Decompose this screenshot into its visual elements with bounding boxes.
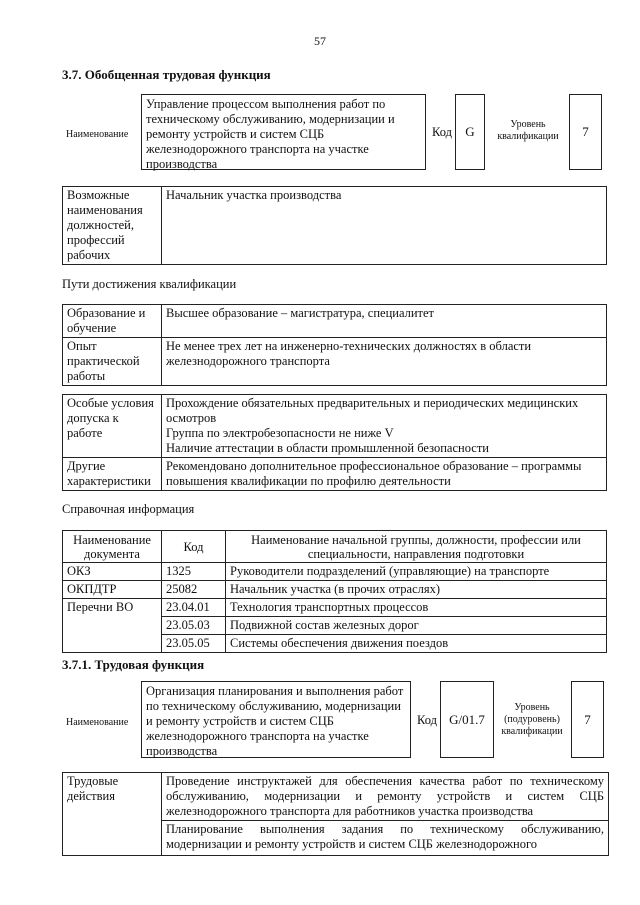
table-row (63, 581, 607, 599)
ref-code: 1325 (162, 563, 226, 581)
ref-code: 23.05.05 (162, 635, 226, 653)
function-level-value: 7 (571, 681, 604, 758)
section-code-value: G (455, 94, 485, 170)
function-name-value: Организация планирования и выполнения работ по техническому обслуживанию, модернизации и ремонту устройств и систем СЦБ железнодорожного транспорта на участке производства (141, 681, 411, 758)
actions-table (62, 772, 609, 856)
table-row (63, 458, 607, 491)
admission-label: Особые условия допуска к работе (63, 395, 162, 458)
ref-header-name: Наименование начальной группы, должности, профессии или специальности, направления подготовки (226, 531, 607, 563)
ref-name: Руководители подразделений (управляющие) на транспорте (226, 563, 607, 581)
ref-doc: ОКЗ (63, 563, 162, 581)
experience-label: Опыт практической работы (63, 338, 162, 386)
function-name-label: Наименование (66, 717, 129, 728)
section-level-value: 7 (569, 94, 602, 170)
experience-value: Не менее трех лет на инженерно-технических должностях в области железнодорожного транспорта (162, 338, 607, 386)
action-item: Проведение инструктажей для обеспечения качества работ по техническому обслуживанию, модернизации и ремонту устройств и систем СЦБ железнодорожного транспорта для работников участка производства (162, 773, 609, 821)
table-row (63, 395, 607, 458)
page-number: 57 (314, 34, 326, 48)
function-title: 3.7.1. Трудовая функция (62, 657, 205, 672)
ref-doc: ОКПДТР (63, 581, 162, 599)
table-row (63, 599, 607, 617)
positions-table (62, 186, 607, 265)
section-name-value: Управление процессом выполнения работ по техническому обслуживанию, модернизации и ремонту устройств и систем СЦБ железнодорожного транспорта на участке производства (141, 94, 426, 170)
positions-label: Возможные наименования должностей, профессий рабочих (63, 187, 162, 265)
reference-table (62, 530, 607, 653)
table-row (63, 773, 609, 821)
section-level-label: Уровень квалификации (497, 119, 559, 142)
education-label: Образование и обучение (63, 305, 162, 338)
paths-table (62, 304, 607, 386)
other-value: Рекомендовано дополнительное профессиональное образование – программы повышения квалификации по профилю деятельности (162, 458, 607, 491)
ref-code: 25082 (162, 581, 226, 599)
function-code-value: G/01.7 (440, 681, 494, 758)
section-name-label: Наименование (66, 129, 129, 140)
section-title: 3.7. Обобщенная трудовая функция (62, 67, 271, 82)
ref-header-code: Код (162, 531, 226, 563)
paths-heading: Пути достижения квалификации (62, 277, 237, 291)
positions-value: Начальник участка производства (162, 187, 607, 265)
table-row (63, 338, 607, 386)
ref-header-doc: Наименование документа (63, 531, 162, 563)
function-level-label: Уровень (подуровень) квалификации (501, 702, 563, 737)
education-value: Высшее образование – магистратура, специалитет (162, 305, 607, 338)
ref-name: Технология транспортных процессов (226, 599, 607, 617)
ref-code: 23.05.03 (162, 617, 226, 635)
table-row (63, 305, 607, 338)
section-code-label: Код (432, 125, 452, 139)
table-row (63, 563, 607, 581)
other-label: Другие характеристики (63, 458, 162, 491)
special-table (62, 394, 607, 491)
ref-doc: Перечни ВО (63, 599, 162, 653)
ref-name: Системы обеспечения движения поездов (226, 635, 607, 653)
actions-label: Трудовые действия (63, 773, 162, 856)
reference-heading: Справочная информация (62, 502, 195, 516)
ref-name: Начальник участка (в прочих отраслях) (226, 581, 607, 599)
action-item: Планирование выполнения задания по техническому обслуживанию, модернизации и ремонту устройств и систем СЦБ железнодорожного (162, 821, 609, 856)
ref-code: 23.04.01 (162, 599, 226, 617)
ref-name: Подвижной состав железных дорог (226, 617, 607, 635)
admission-value: Прохождение обязательных предварительных и периодических медицинских осмотров Группа по электробезопасности не ниже V Наличие аттестации в области промышленной безопасности (162, 395, 607, 458)
function-code-label: Код (417, 713, 437, 727)
